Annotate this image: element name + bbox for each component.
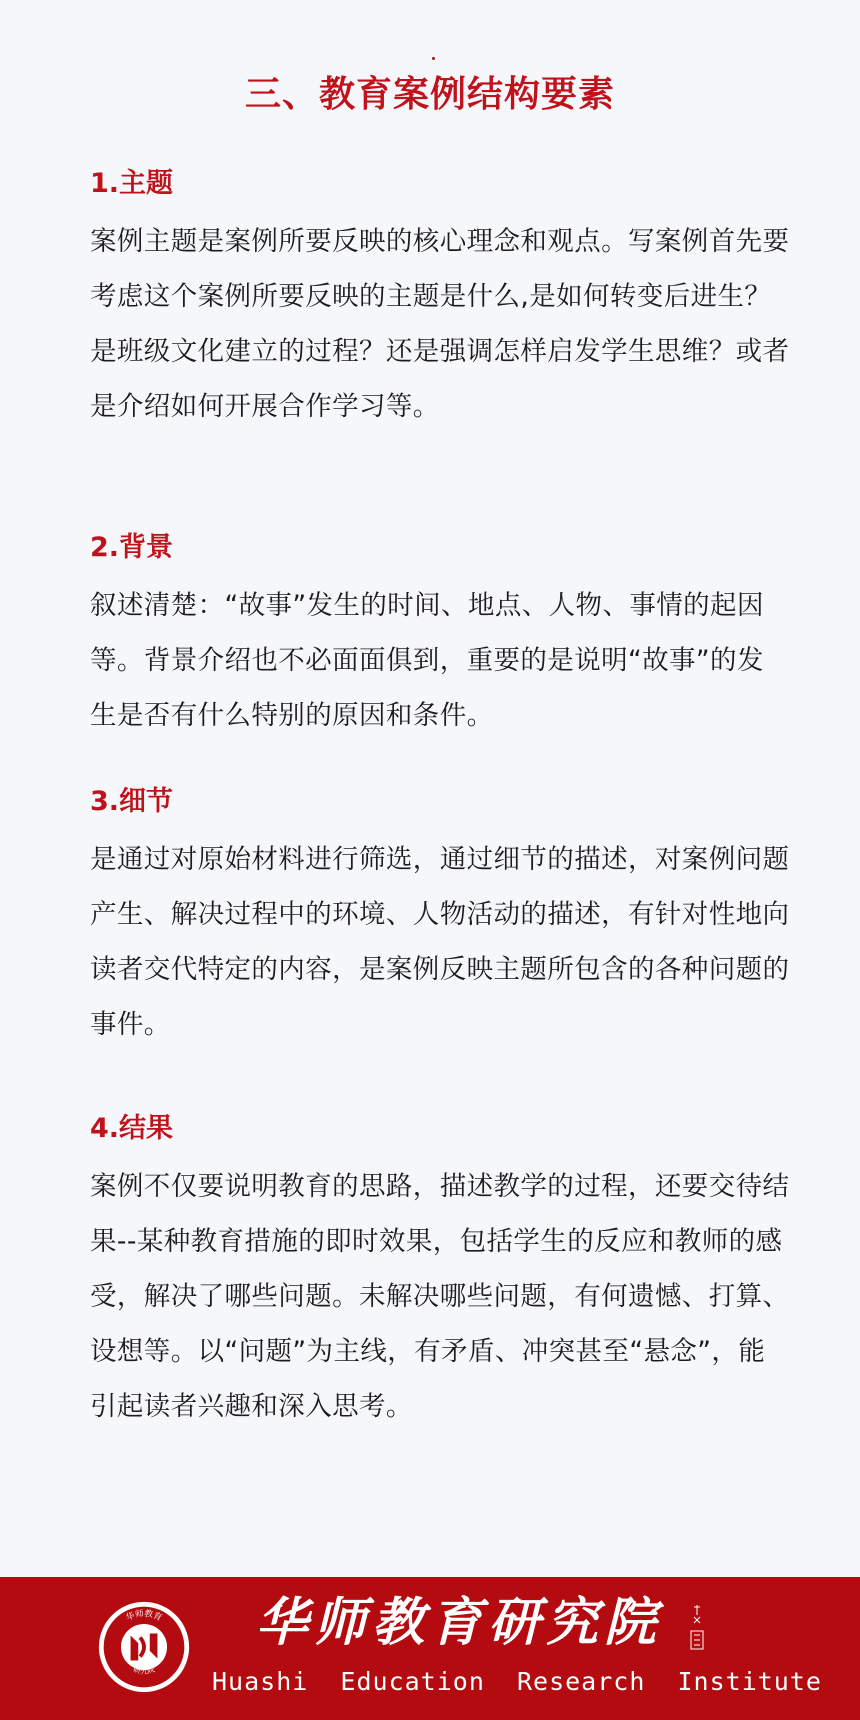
logo-text-top: 华师教育: [124, 1609, 164, 1624]
section-body: 案例不仅要说明教育的思路，描述教学的过程，还要交待结果--某种教育措施的即时效果，包括学生的反应和教师的感受，解决了哪些问题。未解决哪些问题，有何遗憾、打算、设想等。以“问题”为主线，有矛盾、冲突甚至“悬念”，能引起读者兴趣和深入思考。: [90, 1171, 790, 1422]
huashi-logo-icon: [96, 1599, 192, 1695]
institute-name-en: Huashi Education Research Institute: [212, 1667, 822, 1696]
svg-text:研究院: [132, 1664, 156, 1675]
section-body: 案例主题是案例所要反映的核心理念和观点。写案例首先要考虑这个案例所要反映的主题是什么,是如何转变后进生？是班级文化建立的过程？还是强调怎样启发学生思维？或者是介绍如何开展合作学习等。: [90, 226, 790, 422]
footer-banner: [0, 1577, 860, 1720]
section-heading: 3.细节: [90, 786, 174, 817]
institute-name-cn: 华师教育研究院: [256, 1592, 663, 1653]
page-title: 三、教育案例结构要素: [244, 74, 615, 115]
section-body: 叙述清楚：“故事”发生的时间、地点、人物、事情的起因等。背景介绍也不必面面俱到，重要的是说明“故事”的发生是否有什么特别的原因和条件。: [90, 590, 764, 731]
section-body: 是通过对原始材料进行筛选，通过细节的描述，对案例问题产生、解决过程中的环境、人物活动的描述，有针对性地向读者交代特定的内容，是案例反映主题所包含的各种问题的事件。: [90, 844, 790, 1040]
logo-text-bottom: 研究院: [132, 1664, 156, 1676]
section-heading: 4.结果: [90, 1113, 174, 1144]
section-heading: 2.背景: [90, 532, 174, 563]
section-details: [90, 782, 790, 1052]
section-heading: 1.主题: [90, 168, 174, 199]
decorative-dot: [432, 57, 435, 60]
seal-stamp-icon: [690, 1603, 704, 1651]
section-results: [90, 1109, 790, 1434]
section-theme: [90, 164, 790, 434]
section-background: [90, 528, 790, 743]
